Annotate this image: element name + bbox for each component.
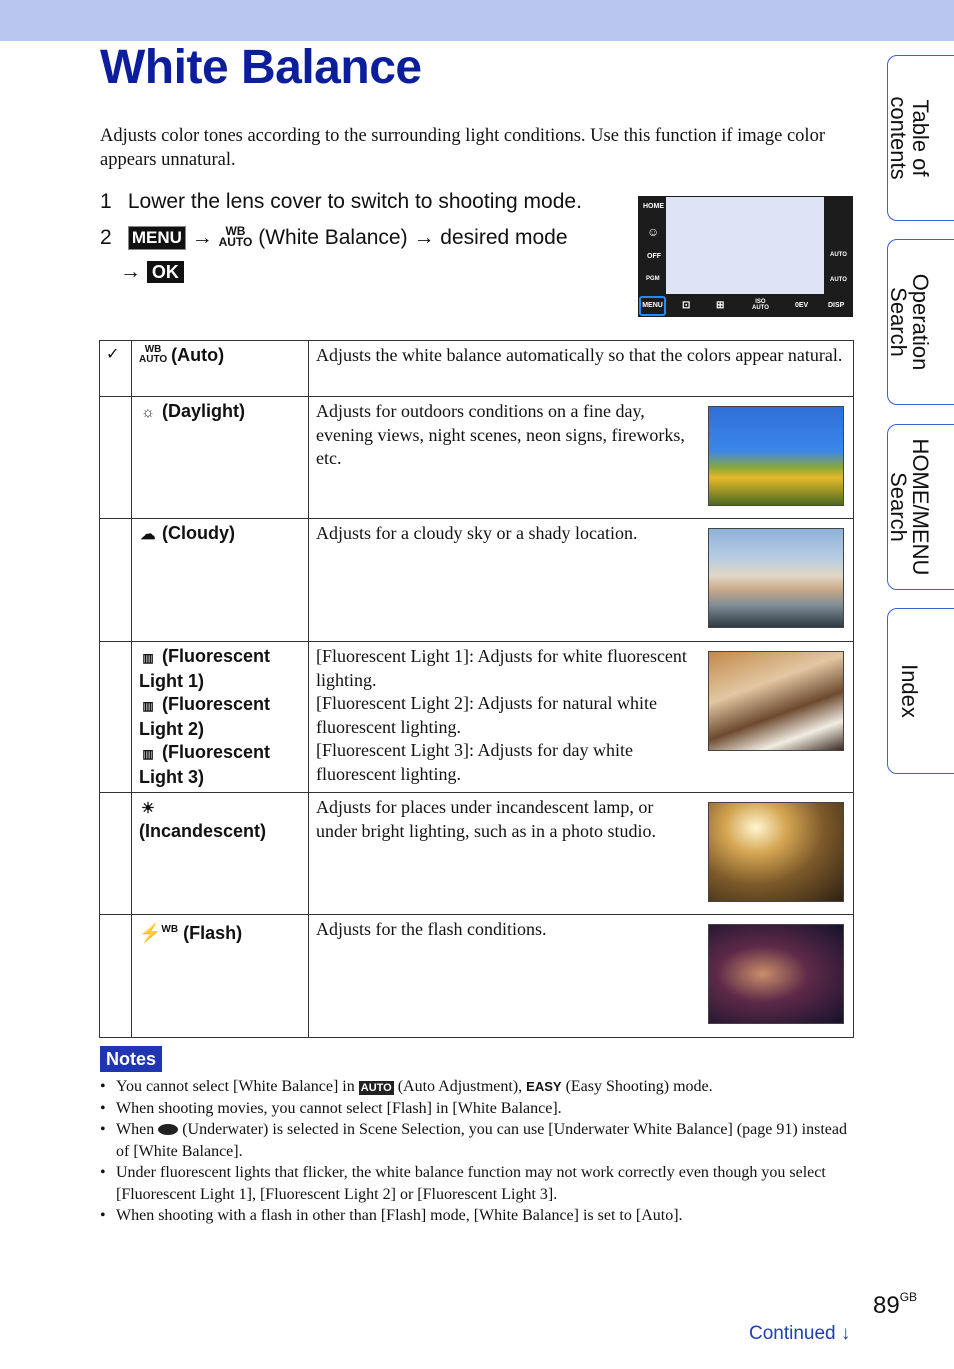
arrow-icon: → [120,260,141,283]
wb-auto-icon [219,226,253,248]
page-number [873,1290,917,1320]
check-cell [100,793,132,915]
tab-operation-search[interactable] [887,239,954,405]
list-item [99,1076,854,1098]
mode-label: (Auto) [171,345,225,365]
list-item: • When shooting movies, you cannot select [Flash] in [White Balance]. [99,1098,854,1120]
list-item: • When shooting with a flash in other than [Flash] mode, [White Balance] is set to [Auto]. [99,1205,854,1227]
tab-index[interactable] [887,608,954,774]
wb-top: WB [225,224,246,238]
note-text: You cannot select [White Balance] in [116,1078,355,1095]
table-row [100,397,854,519]
daylight-sample-photo [708,406,844,506]
arrow-icon: → [191,226,213,249]
wb-top: WB [144,344,162,355]
desc-cell [309,642,854,793]
mode-label: (Daylight) [162,401,246,421]
bulb-icon: ☀ [141,800,155,817]
page-suffix: GB [899,1290,918,1304]
intro-text: Adjusts color tones according to the surrounding light conditions. Use this function if image color appears unnatural. [100,126,825,170]
white-balance-table [99,340,854,1038]
step-2 [100,223,568,253]
note-text: When [116,1121,155,1138]
iso-bottom: AUTO [752,305,769,311]
notes-list [99,1076,854,1227]
fluorescent-3-icon: ▥ [142,747,154,761]
table-row [100,793,854,915]
continued-link[interactable] [749,1323,850,1345]
tab-label: HOME/MENU Search [886,438,933,576]
table-row [100,519,854,642]
step-1 [100,187,582,217]
focus-icon: ⊡ [682,300,691,311]
mode-cell [132,397,309,519]
mode-desc: [Fluorescent Light 3]: Adjusts for day white fluorescent lighting. [316,740,633,784]
sun-icon: ☼ [141,404,155,421]
check-cell [100,915,132,1038]
mode-label: (Fluorescent Light 3) [139,742,271,787]
arrow-down-icon: ↓ [840,1323,851,1344]
desc-cell [309,915,854,1038]
home-label: HOME [643,203,664,210]
wb-auto-icon [139,345,167,365]
table-row [100,642,854,793]
desc-cell [309,793,854,915]
mode-label: (Fluorescent Light 2) [139,694,271,739]
mode-desc: Adjusts for places under incandescent lamp, or under bright lighting, such as in a photo studio. [316,797,656,841]
desc-cell [309,397,854,519]
iso-icon [752,299,769,311]
notes-badge: Notes [100,1046,162,1072]
desc-cell [309,519,854,642]
cloud-icon: ☁ [140,526,156,543]
check-cell [100,519,132,642]
mode-label: (Fluorescent Light 1) [139,646,271,691]
mode-desc: [Fluorescent Light 1]: Adjusts for white fluorescent lighting. [316,646,687,690]
flash-icon: ⚡$^{WB}$ [139,923,179,943]
check-icon: ✓ [106,346,120,363]
arrow-icon: → [413,226,435,249]
fluorescent-1-icon: ▥ [142,651,154,665]
desc-cell: Adjusts the white balance automatically so that the colors appear natural. [309,341,854,397]
mode-label: (Cloudy) [162,523,235,543]
underwater-fish-icon [158,1124,178,1135]
ev-label: 0EV [795,302,809,309]
screen-menu-button: MENU [639,296,666,316]
mode-desc: [Fluorescent Light 2]: Adjusts for natural white fluorescent lighting. [316,693,657,737]
note-text: (Easy Shooting) mode. [565,1078,713,1095]
fluorescent-2-icon: ▥ [142,699,154,713]
wb-bottom: AUTO [139,354,168,365]
table-row [100,341,854,397]
mode-desc: Adjusts for outdoors conditions on a fine day, evening views, night scenes, neon signs, fireworks, etc. [316,401,685,468]
note-text: (Underwater) is selected in Scene Selection, you can use [Underwater White Balance] (page 91) instead of [White Balance]. [116,1121,847,1160]
table-row [100,915,854,1038]
mode-cell [132,915,309,1038]
flash-auto-label: AUTO [830,252,847,258]
note-text: (Auto Adjustment), [397,1078,523,1095]
ok-key-icon: OK [147,261,184,283]
step-text: (White Balance) [258,226,408,249]
flash-sample-photo [708,924,844,1024]
step-text-tail: desired mode [440,226,568,249]
tab-label: Operation Search [886,273,933,371]
metering-icon: ⊞ [716,300,725,311]
step-text: Lower the lens cover to switch to shooting mode. [127,190,582,213]
off-label: OFF [647,253,661,260]
step-number: 1 [100,190,112,213]
mode-cell [132,519,309,642]
check-cell [100,397,132,519]
mode-fluorescent-3 [139,741,301,789]
mode-cell [132,642,309,793]
iso-top: ISO [755,299,766,305]
fluorescent-sample-photo [708,651,844,751]
face-icon: ☺ [647,225,660,239]
mode-cell [132,793,309,915]
menu-key-icon: MENU [128,226,186,250]
cloudy-sample-photo [708,528,844,628]
mode-desc: Adjusts for the flash conditions. [316,919,547,939]
mode-cell [132,341,309,397]
incandescent-sample-photo [708,802,844,902]
wb-bottom: AUTO [218,235,253,249]
list-item: • Under fluorescent lights that flicker, the white balance function may not work correctly even though you select [Fluorescent Light 1], [Fluorescent Light 2] or [Fluorescent Light 3]. [99,1162,854,1205]
tab-table-of-contents[interactable] [887,55,954,221]
tab-label: Table of contents [886,96,933,180]
continued-label: Continued [749,1323,836,1344]
check-cell [100,642,132,793]
camera-screen-illustration [638,196,853,317]
header-band [0,0,954,41]
easy-mode-icon: EASY [526,1079,562,1094]
tab-home-menu-search[interactable] [887,424,954,590]
step-number: 2 [100,226,112,249]
step-2-continuation [120,257,184,287]
pgm-label: PGM [646,276,660,282]
mode-fluorescent-2 [139,693,301,741]
auto-mode-icon: AUTO [360,1082,392,1094]
mode-label: (Flash) [183,923,243,943]
check-cell [100,341,132,397]
page-number-value: 89 [873,1292,900,1319]
disp-label: DISP [828,302,845,309]
mode-desc: Adjusts for a cloudy sky or a shady location. [316,523,638,543]
page-title: White Balance [100,41,422,94]
camera-lcd [666,197,824,294]
list-item [99,1119,854,1162]
mode-label: (Incandescent) [139,821,267,841]
mode-fluorescent-1 [139,645,301,693]
tab-label: Index [897,664,922,718]
flash-wb-sup: WB [161,924,179,935]
auto-label: AUTO [830,277,847,283]
